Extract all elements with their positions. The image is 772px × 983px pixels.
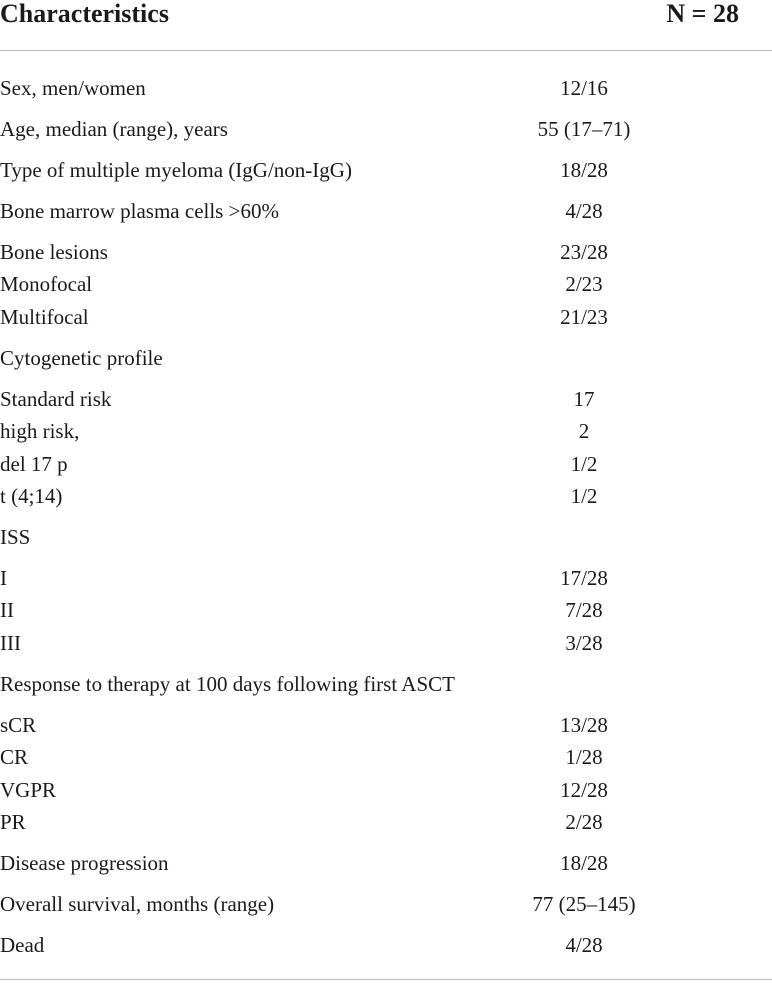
row-value: 1/28 bbox=[565, 745, 603, 769]
row-label: Multifocal bbox=[0, 305, 89, 329]
row-value: 4/28 bbox=[565, 933, 603, 957]
table-row bbox=[0, 628, 772, 658]
table-row bbox=[0, 269, 772, 299]
row-value: 18/28 bbox=[560, 158, 608, 182]
row-value: 1/2 bbox=[570, 452, 598, 476]
row-label: II bbox=[0, 598, 14, 622]
table-row bbox=[0, 710, 772, 740]
table-row bbox=[0, 155, 772, 185]
table-row bbox=[0, 73, 772, 103]
row-value: 2 bbox=[578, 419, 590, 443]
column-header-characteristics: Characteristics bbox=[0, 0, 169, 28]
row-label: Cytogenetic profile bbox=[0, 346, 163, 370]
row-label: Age, median (range), years bbox=[0, 117, 228, 141]
row-label: VGPR bbox=[0, 778, 57, 802]
row-label: Overall survival, months (range) bbox=[0, 892, 275, 916]
row-value: 12/28 bbox=[560, 778, 608, 802]
table-row bbox=[0, 807, 772, 837]
row-value: 2/28 bbox=[565, 810, 603, 834]
row-value: 12/16 bbox=[560, 76, 608, 100]
table-header-row bbox=[0, 0, 772, 50]
row-label: I bbox=[0, 566, 7, 590]
row-label: sCR bbox=[0, 713, 37, 737]
table-row bbox=[0, 742, 772, 772]
row-value: 1/2 bbox=[570, 484, 598, 508]
table-row bbox=[0, 563, 772, 593]
table-row bbox=[0, 237, 772, 267]
row-value: 18/28 bbox=[560, 851, 608, 875]
table-bottom-rule bbox=[0, 979, 772, 980]
table-row-group-heading bbox=[0, 343, 772, 373]
column-header-n: N = 28 bbox=[666, 0, 739, 28]
row-label: del 17 p bbox=[0, 452, 68, 476]
table-row bbox=[0, 196, 772, 226]
row-label: Sex, men/women bbox=[0, 76, 146, 100]
table-row bbox=[0, 384, 772, 414]
row-value: 13/28 bbox=[560, 713, 608, 737]
row-label: Bone marrow plasma cells >60% bbox=[0, 199, 279, 223]
table-row-group-heading bbox=[0, 669, 772, 699]
table-row bbox=[0, 775, 772, 805]
row-value: 3/28 bbox=[565, 631, 603, 655]
table-row bbox=[0, 416, 772, 446]
table-row bbox=[0, 848, 772, 878]
row-label: CR bbox=[0, 745, 29, 769]
table-row bbox=[0, 595, 772, 625]
header-divider bbox=[0, 50, 772, 51]
row-value: 55 (17–71) bbox=[537, 117, 631, 141]
row-label: Disease progression bbox=[0, 851, 169, 875]
row-label: Type of multiple myeloma (IgG/non-IgG) bbox=[0, 158, 352, 182]
row-label: III bbox=[0, 631, 21, 655]
table-row bbox=[0, 481, 772, 511]
table-row-group-heading bbox=[0, 522, 772, 552]
row-label: ISS bbox=[0, 525, 31, 549]
row-label: PR bbox=[0, 810, 26, 834]
row-value: 4/28 bbox=[565, 199, 603, 223]
row-value: 21/23 bbox=[560, 305, 608, 329]
row-value: 77 (25–145) bbox=[532, 892, 636, 916]
row-value: 2/23 bbox=[565, 272, 603, 296]
table-row bbox=[0, 114, 772, 144]
table-row bbox=[0, 889, 772, 919]
table-row bbox=[0, 302, 772, 332]
row-label: t (4;14) bbox=[0, 484, 63, 508]
row-label: Dead bbox=[0, 933, 45, 957]
row-value: 23/28 bbox=[560, 240, 608, 264]
table-row bbox=[0, 930, 772, 960]
row-label: Standard risk bbox=[0, 387, 112, 411]
row-label: Monofocal bbox=[0, 272, 93, 296]
row-value: 17 bbox=[573, 387, 595, 411]
row-label: Bone lesions bbox=[0, 240, 108, 264]
row-label: high risk, bbox=[0, 419, 80, 443]
row-label: Response to therapy at 100 days following first ASCT bbox=[0, 672, 455, 696]
row-value: 17/28 bbox=[560, 566, 608, 590]
row-value: 7/28 bbox=[565, 598, 603, 622]
table-row bbox=[0, 449, 772, 479]
